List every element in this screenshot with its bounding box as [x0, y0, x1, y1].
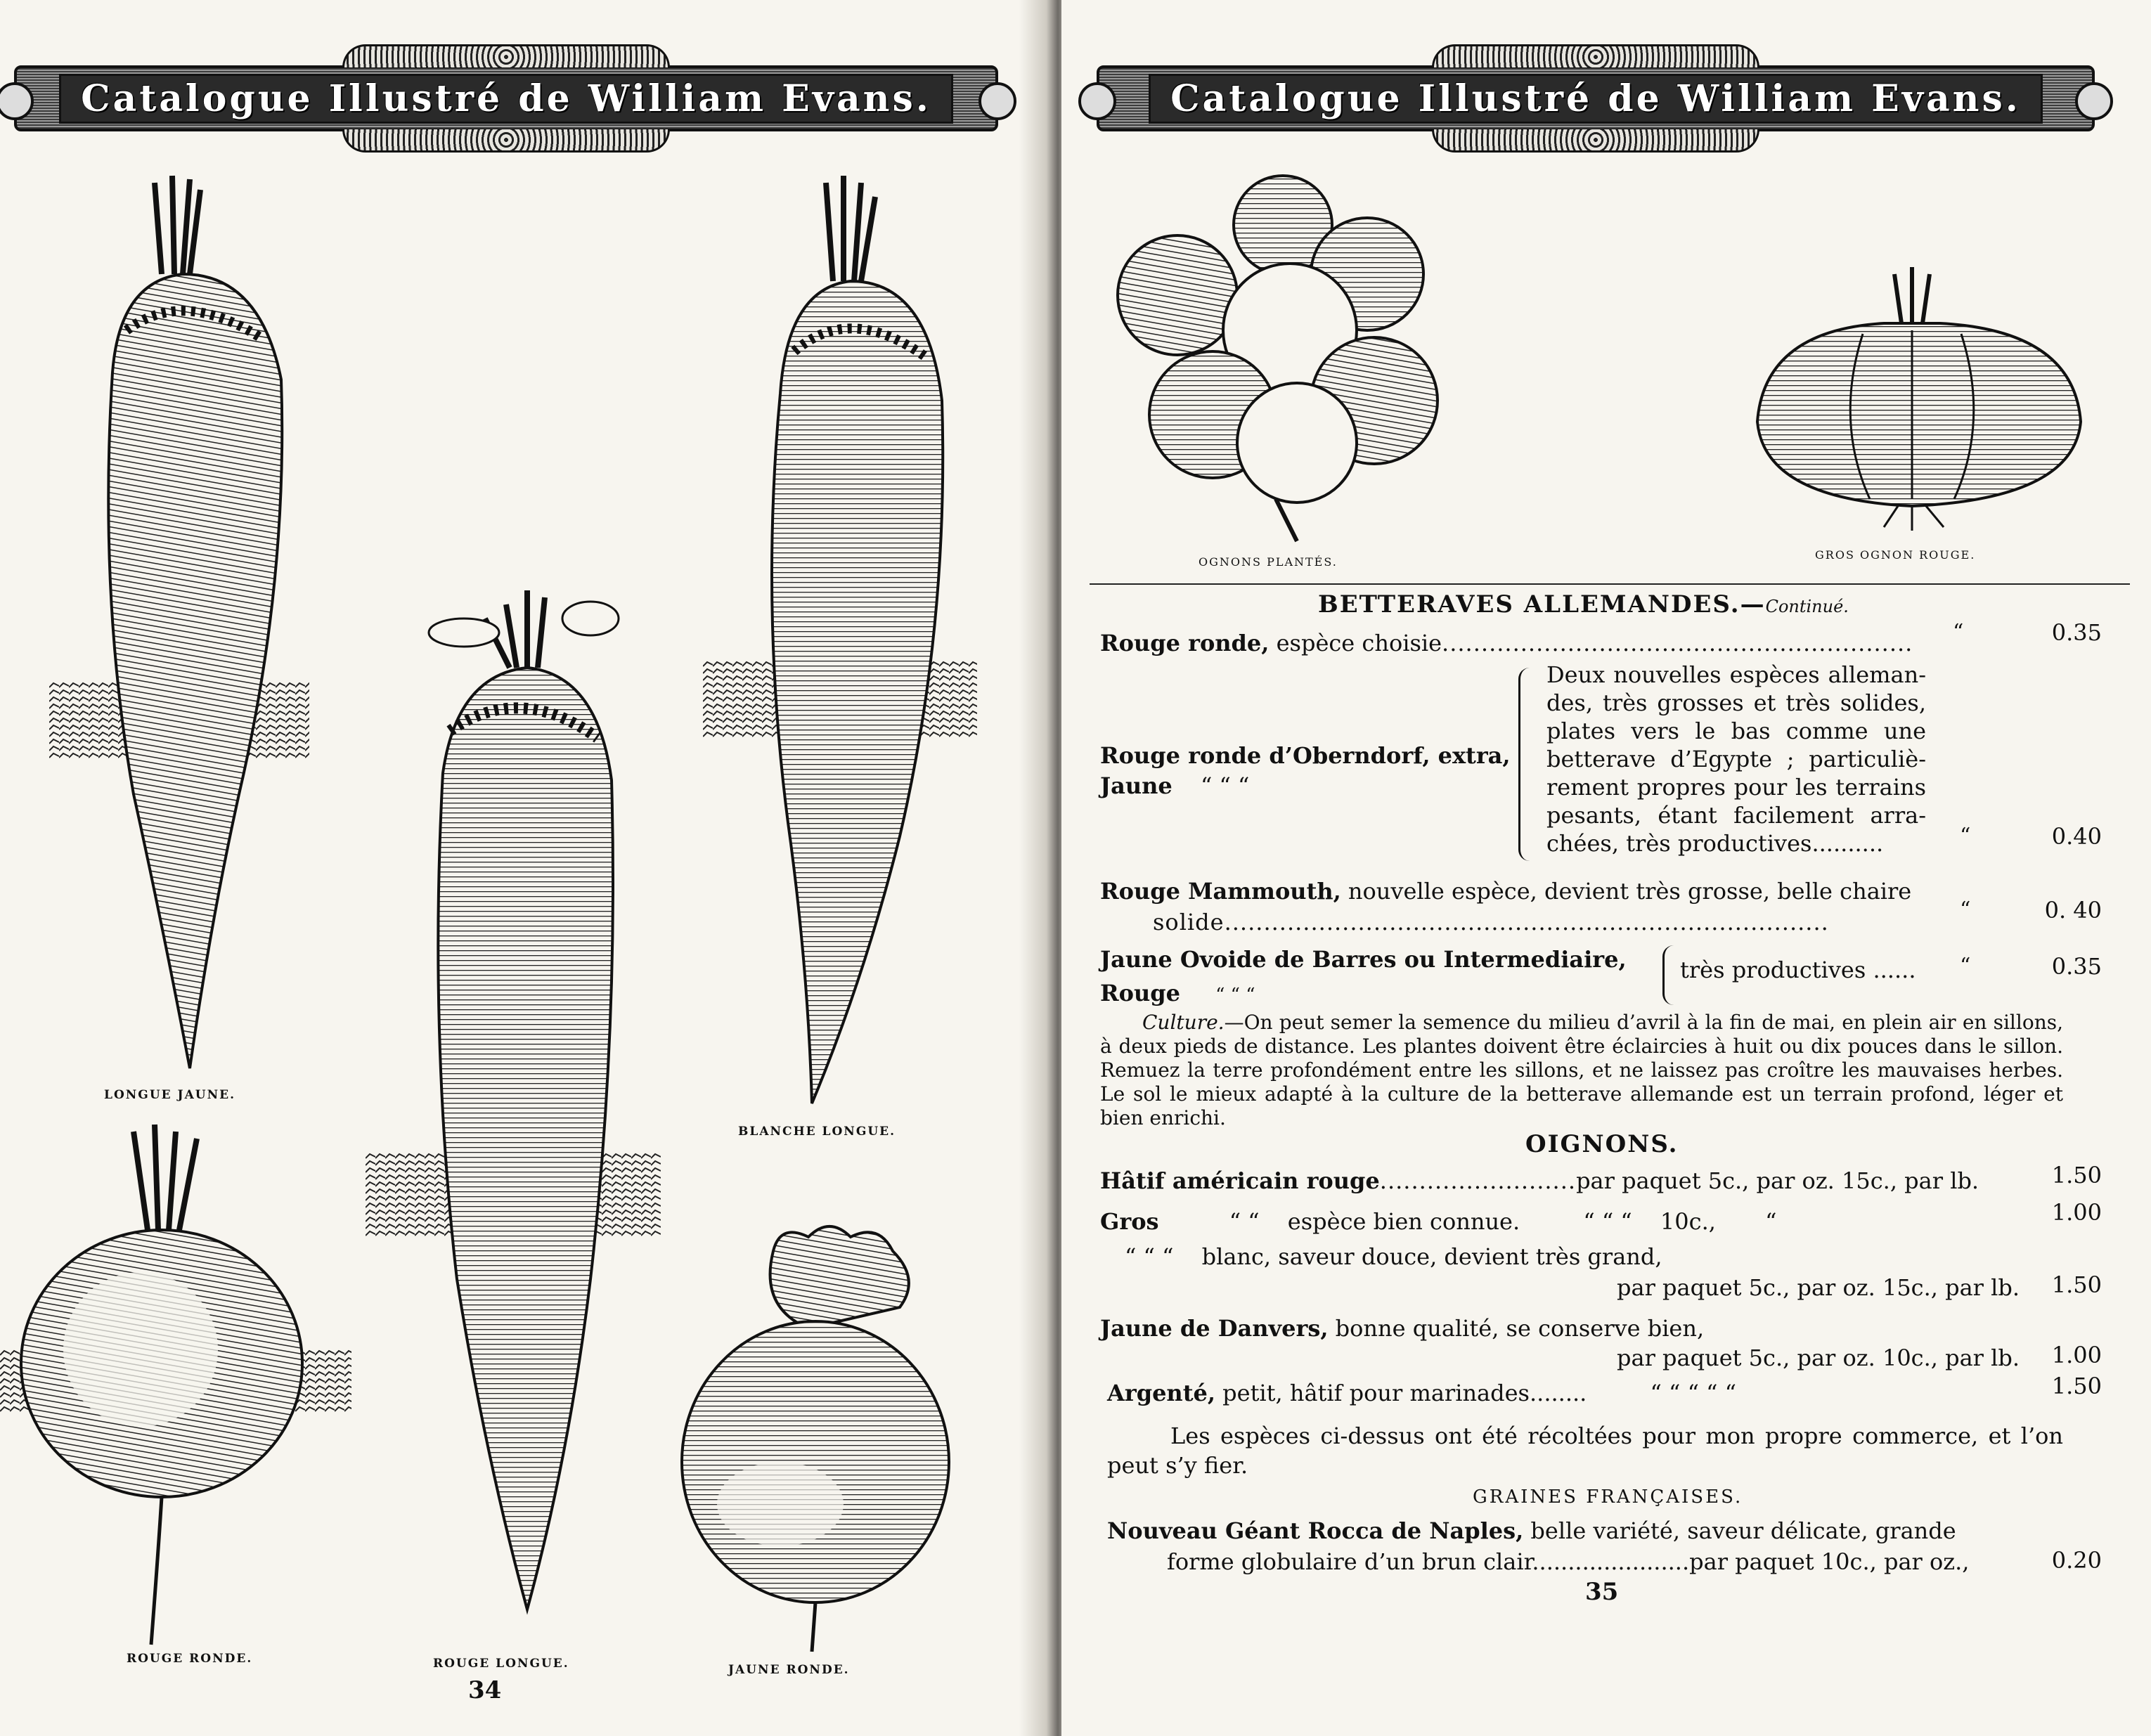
- item-price: 0.20: [2051, 1547, 2102, 1574]
- item-name: Rouge Mammouth,: [1100, 878, 1341, 905]
- beet-rouge-ronde-illustration: [0, 1118, 351, 1652]
- culture-paragraph: [1100, 1011, 2063, 1130]
- row-oberndorf-name: [1100, 741, 1511, 770]
- item-name: Gros: [1100, 1208, 1159, 1235]
- item-name: Nouveau Géant Rocca de Naples,: [1107, 1517, 1524, 1544]
- item-price: 1.50: [2051, 1373, 2102, 1399]
- caption-blanche-longue: BLANCHE LONGUE.: [738, 1125, 896, 1139]
- item-name: Rouge: [1100, 980, 1180, 1006]
- item-name: Rouge ronde,: [1100, 630, 1270, 656]
- row-rouge-ronde: [1100, 629, 1913, 657]
- item-price: 1.50: [2051, 1162, 2102, 1188]
- item-price: 0.35: [2051, 953, 2102, 980]
- caption-jaune-ronde: JAUNE RONDE.: [728, 1663, 850, 1677]
- beet-blanche-longue-illustration: [703, 169, 998, 1125]
- ditto-mark: “: [1765, 1208, 1777, 1235]
- page-number-left: 34: [468, 1676, 502, 1704]
- item-desc: blanc, saveur douce, devient très grand,: [1201, 1243, 1662, 1270]
- page-number-right: 35: [1585, 1578, 1619, 1606]
- row-jaune-ovoide-rouge: [1100, 979, 1255, 1009]
- left-page: [0, 0, 1047, 1736]
- item-price: 0. 40: [2044, 897, 2102, 924]
- ditto-marks: “ “ “ “ “: [1650, 1380, 1736, 1406]
- section-title-text: BETTERAVES ALLEMANDES.—: [1318, 590, 1766, 618]
- item-name: Rouge ronde d’Oberndorf, extra,: [1100, 742, 1511, 769]
- catalogue-title: Catalogue Illustré de William Evans.: [1149, 74, 2043, 124]
- ditto-mark: “: [1960, 898, 1971, 922]
- item-oz-price: 10c.,: [1660, 1208, 1716, 1235]
- caption-longue-jaune: LONGUE JAUNE.: [104, 1088, 235, 1102]
- item-name: Argenté,: [1107, 1380, 1215, 1406]
- item-price: 0.35: [2051, 619, 2102, 646]
- caption-rouge-longue: ROUGE LONGUE.: [433, 1657, 569, 1671]
- row-gros: [1100, 1207, 1776, 1236]
- scroll-ornament-icon: [2075, 82, 2113, 120]
- row-geant-rocca: [1107, 1517, 1956, 1545]
- ditto-marks: “ “: [1229, 1208, 1260, 1235]
- brace-icon: [1662, 945, 1677, 1005]
- item-name: Jaune Ovoide de Barres ou Intermediaire,: [1100, 946, 1627, 973]
- right-page: [1061, 0, 2151, 1736]
- ditto-mark: “: [1960, 954, 1971, 978]
- item-desc-line2: solide.............................................................................: [1153, 909, 1829, 935]
- item-price: 1.00: [2051, 1342, 2102, 1368]
- leader-dots: .........................: [1379, 1167, 1577, 1194]
- item-desc: belle variété, saveur délicate, grande: [1523, 1517, 1956, 1544]
- section-title-betteraves: [1318, 590, 1849, 618]
- beet-jaune-ronde-illustration: [668, 1209, 963, 1659]
- ditto-mark: “: [1953, 620, 1964, 644]
- item-desc: espèce choisie: [1269, 630, 1442, 656]
- item-brace-description: Deux nouvelles espèces allemandes, très grosses et très solides, plates vers le bas comme une betterave d’Egypte ; particulièrement propres pour les terrains pesants, étant facilement arrachées, très productives..........: [1546, 661, 1926, 857]
- row-oberndorf-jaune: [1100, 772, 1249, 800]
- row-hatif-americain: [1100, 1167, 1979, 1195]
- banner-frame: [1097, 65, 2095, 131]
- item-desc: bonne qualité, se conserve bien,: [1328, 1315, 1705, 1342]
- ditto-mark: “: [1960, 824, 1971, 848]
- row-jaune-ovoide: [1100, 945, 1627, 973]
- beet-rouge-longue-illustration: [366, 576, 675, 1631]
- header-banner: [14, 56, 998, 141]
- section-title-oignons: OIGNONS.: [1525, 1130, 1679, 1158]
- section-title-suffix: Continué.: [1765, 597, 1849, 616]
- item-desc: espèce bien connue.: [1287, 1208, 1520, 1235]
- item-price: 1.00: [2051, 1199, 2102, 1226]
- scroll-ornament-icon: [978, 82, 1016, 120]
- item-desc: très productives ......: [1680, 957, 1916, 983]
- row-jaune-danvers: [1100, 1314, 1704, 1342]
- brace-icon: [1518, 668, 1533, 861]
- row-gros-blanc-line2: par paquet 5c., par oz. 15c., par lb.: [1617, 1274, 2020, 1301]
- row-geant-rocca-line2: forme globulaire d’un brun clair......................par paquet 10c., par oz.,: [1167, 1548, 1970, 1575]
- scroll-ornament-icon: [0, 82, 34, 120]
- item-desc: nouvelle espèce, devient très grosse, belle chaire: [1341, 878, 1912, 905]
- section-divider: [1090, 583, 2130, 585]
- item-name: Jaune: [1100, 772, 1173, 799]
- gros-ognon-rouge-illustration: [1743, 267, 2095, 534]
- culture-text: —On peut semer la semence du milieu d’avril à la fin de mai, en plein air en sillons, à deux pieds de distance. Les plantes doivent être éclaircies à huit ou dix pouces dans le sillon. Remuez la terre profondément entre les sillons, et ne laissez pas croître les mauvaises herbes. Le sol le mieux adapté à la culture de la betterave allemande est un terrain profond, léger et bien enrichi.: [1100, 1011, 2063, 1129]
- catalogue-title: Catalogue Illustré de William Evans.: [59, 74, 953, 124]
- row-rouge-mammouth-line2: [1153, 908, 1829, 936]
- ditto-marks: “ “ “: [1125, 1243, 1174, 1270]
- culture-label: Culture.: [1142, 1011, 1225, 1034]
- item-price: 0.40: [2051, 823, 2102, 850]
- item-name: Hâtif américain rouge: [1100, 1167, 1380, 1194]
- caption-ognons-plantes: OGNONS PLANTÉS.: [1199, 555, 1338, 569]
- leader-dots: ............................................................: [1442, 630, 1913, 656]
- item-price: 1.50: [2051, 1271, 2102, 1298]
- ognons-plantes-illustration: [1093, 169, 1459, 548]
- caption-gros-ognon-rouge: GROS OGNON ROUGE.: [1815, 548, 1976, 562]
- caption-rouge-ronde: ROUGE RONDE.: [127, 1652, 253, 1666]
- header-banner: [1097, 56, 2095, 141]
- item-name: Jaune de Danvers,: [1100, 1315, 1329, 1342]
- ditto-marks: “ “ “: [1200, 772, 1250, 799]
- row-argente: [1107, 1379, 1736, 1407]
- beet-longue-jaune-illustration: [49, 162, 316, 1075]
- scroll-ornament-icon: [1078, 82, 1116, 120]
- section-title-graines-francaises: GRAINES FRANÇAISES.: [1473, 1486, 1743, 1508]
- item-desc: par paquet 5c., par oz. 15c., par lb.: [1576, 1167, 1979, 1194]
- row-jaune-danvers-line2: par paquet 5c., par oz. 10c., par lb.: [1617, 1345, 2020, 1371]
- row-gros-blanc: [1125, 1243, 1662, 1271]
- item-desc: petit, hâtif pour marinades........: [1215, 1380, 1587, 1406]
- ditto-marks: “ “ “: [1583, 1208, 1632, 1235]
- row-rouge-mammouth: [1100, 877, 1911, 905]
- banner-frame: [14, 65, 998, 131]
- ditto-marks: “ “ “: [1215, 985, 1255, 1006]
- oignons-note: Les espèces ci-dessus ont été récoltées pour mon propre commerce, et l’on peut s’y fier.: [1107, 1423, 2063, 1479]
